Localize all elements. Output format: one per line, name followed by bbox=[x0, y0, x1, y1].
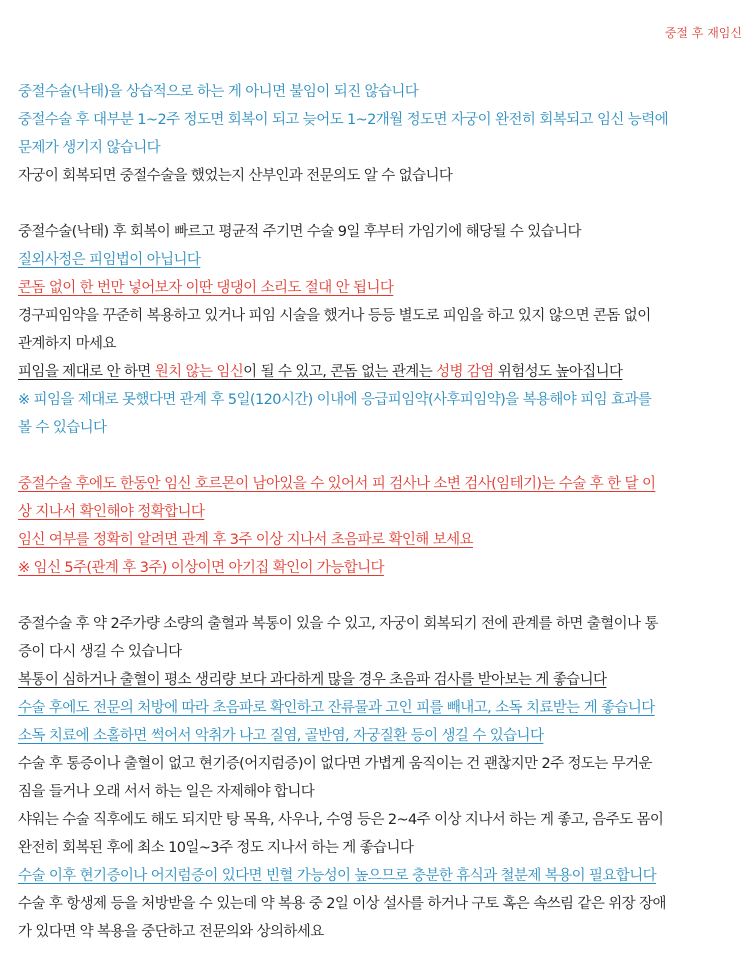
p2-line-6-part-b: 원치 않는 임신 bbox=[154, 364, 244, 380]
article-body bbox=[18, 78, 734, 946]
p2-line-4: 경구피임약을 꾸준히 복용하고 있거나 피임 시술을 했거나 등등 별도로 피임을 하고 있지 않으면 콘돔 없이 bbox=[18, 308, 651, 324]
p4-line-9: 완전히 회복된 후에 최소 10일~3주 정도 지나서 하는 게 좋습니다 bbox=[18, 840, 414, 856]
p4-line-11: 수술 후 항생제 등을 처방받을 수 있는데 약 복용 중 2일 이상 설사를 하거나 구토 혹은 속쓰림 같은 위장 장애 bbox=[18, 896, 666, 912]
p2-line-5: 관계하지 마세요 bbox=[18, 336, 116, 352]
p4-line-6: 수술 후 통증이나 출혈이 없고 현기증(어지럼증)이 없다면 가볍게 움직이는 건 괜찮지만 2주 정도는 무거운 bbox=[18, 756, 652, 772]
p4-line-5: 소독 치료에 소홀하면 썩어서 악취가 나고 질염, 골반염, 자궁질환 등이 생길 수 있습니다 bbox=[18, 728, 544, 744]
p2-line-6-part-d: 성병 감염 bbox=[436, 364, 494, 380]
p2-line-6-part-e: 위험성도 높아집니다 bbox=[493, 364, 623, 380]
p3-line-1: 중절수술 후에도 한동안 임신 호르몬이 남아있을 수 있어서 피 검사나 소변 검사(임테기)는 수술 후 한 달 이 bbox=[18, 476, 656, 492]
p1-line-3: 문제가 생기지 않습니다 bbox=[18, 140, 161, 156]
p2-line-6 bbox=[18, 358, 734, 386]
p2-line-1: 중절수술(낙태) 후 회복이 빠르고 평균적 주기면 수술 9일 후부터 가임기에 해당될 수 있습니다 bbox=[18, 224, 581, 240]
p1-line-2: 중절수술 후 대부분 1~2주 정도면 회복이 되고 늦어도 1~2개월 정도면 자궁이 완전히 회복되고 임신 능력에 bbox=[18, 112, 669, 128]
p4-line-12: 가 있다면 약 복용을 중단하고 전문의와 상의하세요 bbox=[18, 924, 324, 940]
p1-line-4: 자궁이 회복되면 중절수술을 했었는지 산부인과 전문의도 알 수 없습니다 bbox=[18, 168, 453, 184]
p3-line-2: 상 지나서 확인해야 정확합니다 bbox=[18, 504, 205, 520]
p3-line-4: ※ 임신 5주(관계 후 3주) 이상이면 아기집 확인이 가능합니다 bbox=[18, 560, 384, 576]
p4-line-10: 수술 이후 현기증이나 어지럼증이 있다면 빈혈 가능성이 높으므로 충분한 휴식과 철분제 복용이 필요합니다 bbox=[18, 868, 657, 884]
p2-line-8: 볼 수 있습니다 bbox=[18, 420, 107, 436]
p2-line-6-part-c: 이 될 수 있고, 콘돔 없는 관계는 bbox=[243, 364, 437, 380]
header-tag: 중절 후 재임신 bbox=[664, 26, 742, 40]
p4-line-1: 중절수술 후 약 2주가량 소량의 출혈과 복통이 있을 수 있고, 자궁이 회복되기 전에 관계를 하면 출혈이나 통 bbox=[18, 616, 658, 632]
p4-line-4: 수술 후에도 전문의 처방에 따라 초음파로 확인하고 잔류물과 고인 피를 빼내고, 소독 치료받는 게 좋습니다 bbox=[18, 700, 655, 716]
p4-line-2: 증이 다시 생길 수 있습니다 bbox=[18, 644, 182, 660]
p2-line-3: 콘돔 없이 한 번만 넣어보자 이딴 댕댕이 소리도 절대 안 됩니다 bbox=[18, 280, 394, 296]
paragraph-gap bbox=[18, 190, 734, 218]
p2-line-6-part-a: 피임을 제대로 안 하면 bbox=[18, 364, 155, 380]
p4-line-7: 짐을 들거나 오래 서서 하는 일은 자제해야 합니다 bbox=[18, 784, 315, 800]
paragraph-gap bbox=[18, 442, 734, 470]
p2-line-7: ※ 피임을 제대로 못했다면 관계 후 5일(120시간) 이내에 응급피임약(사후피임약)을 복용해야 피임 효과를 bbox=[18, 392, 652, 408]
p3-line-3: 임신 여부를 정확히 알려면 관계 후 3주 이상 지나서 초음파로 확인해 보세요 bbox=[18, 532, 473, 548]
p1-line-1: 중절수술(낙태)을 상습적으로 하는 게 아니면 불임이 되진 않습니다 bbox=[18, 84, 419, 100]
p4-line-8: 샤워는 수술 직후에도 해도 되지만 탕 목욕, 사우나, 수영 등은 2~4주 이상 지나서 하는 게 좋고, 음주도 몸이 bbox=[18, 812, 664, 828]
p4-line-3: 복통이 심하거나 출혈이 평소 생리량 보다 과다하게 많을 경우 초음파 검사를 받아보는 게 좋습니다 bbox=[18, 672, 607, 688]
paragraph-gap bbox=[18, 582, 734, 610]
p2-line-2: 질외사정은 피임법이 아닙니다 bbox=[18, 252, 201, 268]
